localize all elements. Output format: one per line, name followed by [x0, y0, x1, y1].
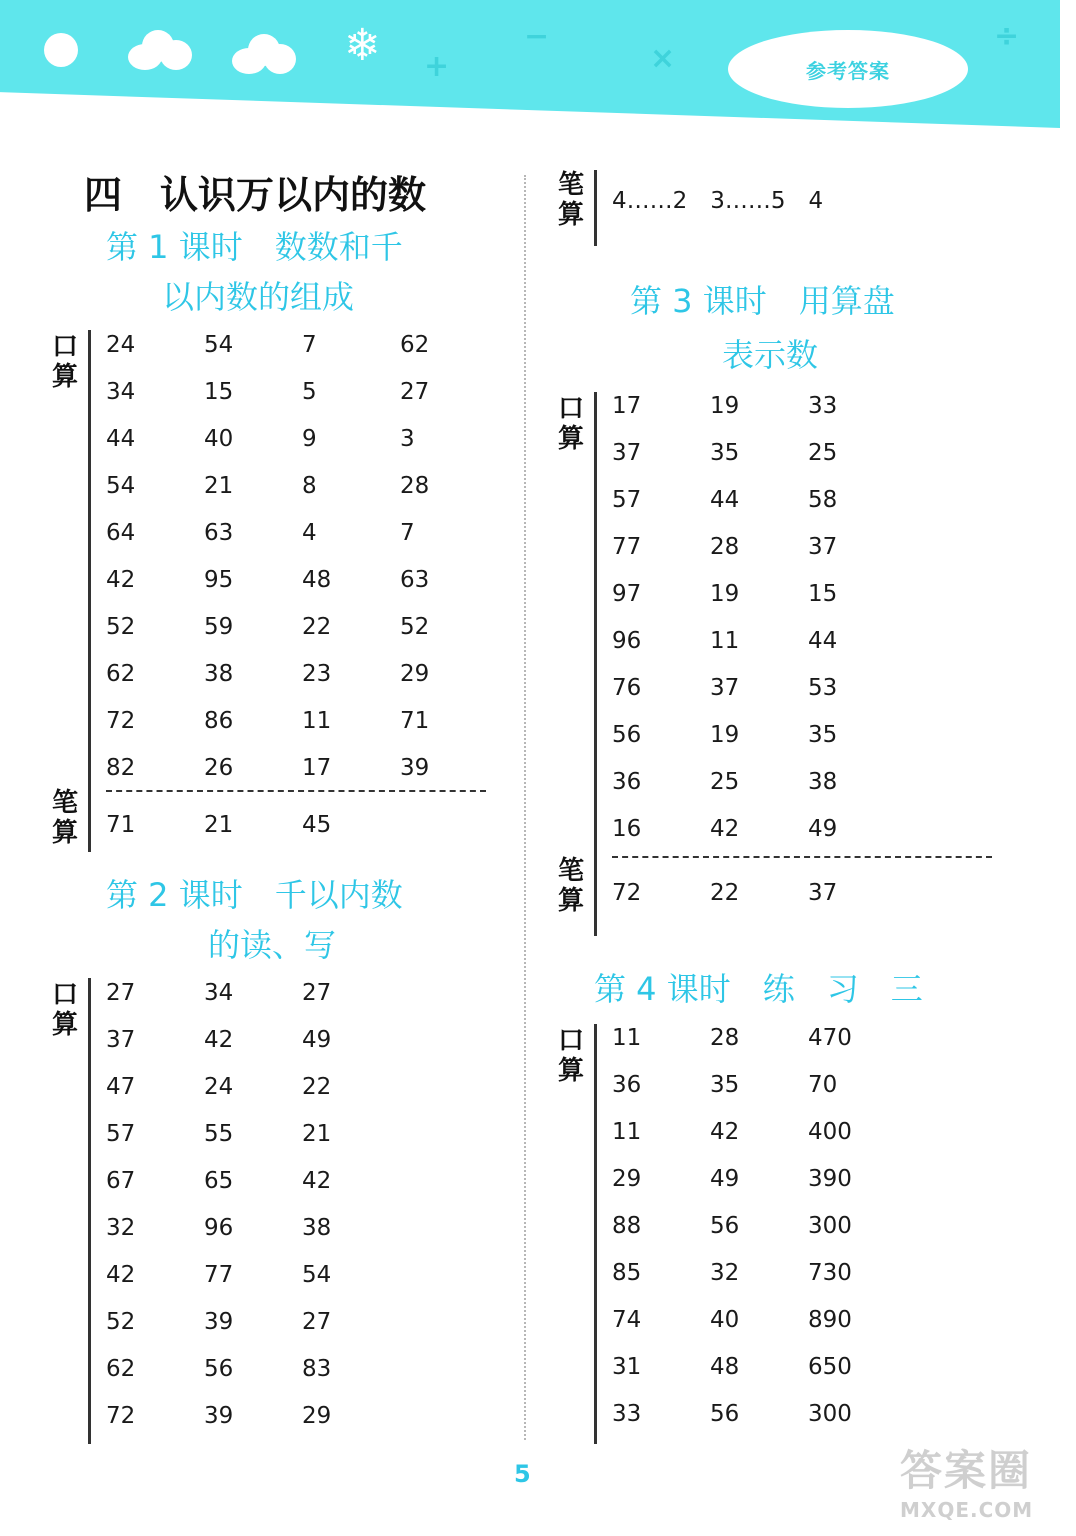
- lesson4-kousuan-cell: 56: [710, 1401, 740, 1427]
- lesson2-kousuan-row: [106, 1401, 506, 1431]
- lesson3-kousuan-cell: 56: [612, 722, 642, 748]
- lesson4-kousuan-cell: 40: [710, 1307, 740, 1333]
- lesson1-kousuan-row: [106, 659, 506, 689]
- lesson3-kousuan-cell: 53: [808, 675, 838, 701]
- lesson4-kousuan-row: [612, 1023, 1012, 1053]
- lesson4-kousuan-cell: 42: [710, 1119, 740, 1145]
- snowflake-icon: ❄: [344, 20, 381, 71]
- watermark: [900, 1438, 1068, 1530]
- lesson2-kousuan-row: [106, 1213, 506, 1243]
- lesson1-kousuan-cell: 24: [106, 332, 136, 358]
- lesson1-kousuan-row: [106, 753, 506, 783]
- lesson1-kousuan-cell: 7: [302, 332, 317, 358]
- lesson2-kousuan-cell: 67: [106, 1168, 136, 1194]
- lesson3-kousuan-row: [612, 532, 1012, 562]
- lesson3-bisuan-cell: 37: [808, 880, 838, 906]
- lesson4-kousuan-cell: 32: [710, 1260, 740, 1286]
- chapter-title: 四 认识万以内的数: [84, 173, 427, 217]
- lesson1-title-line2: 以内数的组成: [162, 278, 355, 316]
- lesson4-kousuan-cell: 650: [808, 1354, 852, 1380]
- lesson1-kousuan-cell: 4: [302, 520, 317, 546]
- lesson4-kousuan-row: [612, 1352, 1012, 1382]
- lesson3-kousuan-cell: 44: [808, 628, 838, 654]
- lesson1-kousuan-cell: 44: [106, 426, 136, 452]
- lesson3-kousuan-row: [612, 438, 1012, 468]
- lesson3-kousuan-label: 口 算: [557, 394, 584, 454]
- lesson1-kousuan-cell: 23: [302, 661, 332, 687]
- lesson1-kousuan-cell: 52: [400, 614, 430, 640]
- lesson3-kousuan-row: [612, 814, 1012, 844]
- rain-cloud-icon: [232, 32, 298, 86]
- lesson1-kousuan-cell: 54: [204, 332, 234, 358]
- lesson2-kousuan-cell: 49: [302, 1027, 332, 1053]
- minus-icon: −: [524, 19, 550, 54]
- lesson2-kousuan-cell: 55: [204, 1121, 234, 1147]
- lesson1-kousuan-cell: 54: [106, 473, 136, 499]
- lesson2-kousuan-cell: 27: [106, 980, 136, 1006]
- lesson2-kousuan-cell: 24: [204, 1074, 234, 1100]
- lesson2-kousuan-cell: 54: [302, 1262, 332, 1288]
- lesson3-kousuan-cell: 58: [808, 487, 838, 513]
- lesson4-kousuan-cell: 74: [612, 1307, 642, 1333]
- lesson2-kousuan-row: [106, 1354, 506, 1384]
- lesson2-kousuan-cell: 29: [302, 1403, 332, 1429]
- lesson1-kousuan-cell: 59: [204, 614, 234, 640]
- lesson4-kousuan-cell: 33: [612, 1401, 642, 1427]
- lesson1-kousuan-cell: 62: [400, 332, 430, 358]
- lesson4-kousuan-row: [612, 1117, 1012, 1147]
- lesson3-kousuan-cell: 33: [808, 393, 838, 419]
- lesson3-bisuan-cell: 72: [612, 880, 642, 906]
- lesson2-kousuan-cell: 39: [204, 1403, 234, 1429]
- lesson2-kousuan-cell: 21: [302, 1121, 332, 1147]
- lesson3-kousuan-cell: 11: [710, 628, 740, 654]
- lesson1-kousuan-row: [106, 565, 506, 595]
- lesson4-title: 第 4 课时 练 习 三: [594, 970, 923, 1008]
- lesson3-kousuan-cell: 76: [612, 675, 642, 701]
- lesson3-kousuan-cell: 25: [808, 440, 838, 466]
- lesson3-kousuan-row: [612, 579, 1012, 609]
- lesson2-kousuan-cell: 62: [106, 1356, 136, 1382]
- lesson3-kousuan-cell: 37: [710, 675, 740, 701]
- lesson2-kousuan-cell: 39: [204, 1309, 234, 1335]
- lesson2-kousuan-label: 口 算: [51, 980, 78, 1040]
- lesson2-kousuan-cell: 65: [204, 1168, 234, 1194]
- lesson1-kousuan-row: [106, 377, 506, 407]
- answer-badge: [728, 30, 968, 108]
- lesson2-kousuan-cell: 38: [302, 1215, 332, 1241]
- lesson2-kousuan-row: [106, 1119, 506, 1149]
- lesson1-kousuan-row: [106, 471, 506, 501]
- lesson1-kousuan-cell: 26: [204, 755, 234, 781]
- column-separator: [524, 175, 526, 1440]
- lesson1-kousuan-cell: 9: [302, 426, 317, 452]
- lesson4-kousuan-cell: 56: [710, 1213, 740, 1239]
- lesson1-kousuan-cell: 7: [400, 520, 415, 546]
- watermark-line1: 答案圈: [900, 1446, 1033, 1495]
- lesson4-kousuan-row: [612, 1258, 1012, 1288]
- lesson4-divider: [594, 1024, 597, 1444]
- lesson2-title-line2: 的读、写: [208, 926, 337, 964]
- lesson2-kousuan-cell: 57: [106, 1121, 136, 1147]
- lesson2-kousuan-cell: 42: [204, 1027, 234, 1053]
- lesson1-kousuan-cell: 64: [106, 520, 136, 546]
- cloud-icon: [128, 26, 194, 72]
- lesson3-dashed-divider: [612, 856, 992, 858]
- lesson3-bisuan-cell: 22: [710, 880, 740, 906]
- lesson4-kousuan-cell: 470: [808, 1025, 852, 1051]
- lesson1-divider: [88, 330, 91, 852]
- lesson3-kousuan-cell: 35: [808, 722, 838, 748]
- sun-icon: [44, 33, 78, 67]
- lesson1-kousuan-cell: 15: [204, 379, 234, 405]
- lesson1-kousuan-cell: 38: [204, 661, 234, 687]
- top-bisuan-answer: [612, 186, 992, 216]
- lesson2-kousuan-cell: 32: [106, 1215, 136, 1241]
- lesson2-kousuan-row: [106, 1307, 506, 1337]
- times-icon: ×: [650, 41, 676, 76]
- lesson2-kousuan-cell: 22: [302, 1074, 332, 1100]
- lesson4-kousuan-cell: 300: [808, 1401, 852, 1427]
- lesson1-kousuan-cell: 82: [106, 755, 136, 781]
- lesson1-kousuan-cell: 39: [400, 755, 430, 781]
- lesson3-kousuan-cell: 38: [808, 769, 838, 795]
- lesson4-kousuan-cell: 70: [808, 1072, 838, 1098]
- lesson1-kousuan-cell: 22: [302, 614, 332, 640]
- lesson4-kousuan-cell: 36: [612, 1072, 642, 1098]
- lesson1-bisuan-label: 笔 算: [51, 788, 78, 848]
- lesson1-kousuan-cell: 95: [204, 567, 234, 593]
- lesson2-kousuan-cell: 77: [204, 1262, 234, 1288]
- lesson1-kousuan-row: [106, 424, 506, 454]
- lesson3-kousuan-cell: 35: [710, 440, 740, 466]
- lesson3-bisuan-label: 笔 算: [557, 856, 584, 916]
- lesson1-kousuan-label: 口 算: [51, 332, 78, 392]
- lesson4-kousuan-label: 口 算: [557, 1026, 584, 1086]
- lesson4-kousuan-row: [612, 1164, 1012, 1194]
- lesson3-kousuan-row: [612, 720, 1012, 750]
- lesson4-kousuan-cell: 85: [612, 1260, 642, 1286]
- lesson3-kousuan-cell: 28: [710, 534, 740, 560]
- lesson3-kousuan-cell: 37: [612, 440, 642, 466]
- lesson3-divider: [594, 392, 597, 936]
- plus-icon: +: [424, 49, 450, 84]
- lesson1-kousuan-cell: 48: [302, 567, 332, 593]
- lesson3-kousuan-cell: 15: [808, 581, 838, 607]
- lesson2-kousuan-row: [106, 1025, 506, 1055]
- lesson2-kousuan-cell: 47: [106, 1074, 136, 1100]
- lesson1-kousuan-cell: 40: [204, 426, 234, 452]
- lesson3-title-line1: 第 3 课时 用算盘: [630, 282, 895, 320]
- lesson2-kousuan-cell: 96: [204, 1215, 234, 1241]
- badge-label: 参考答案: [806, 58, 890, 83]
- lesson1-bisuan-cell: 71: [106, 812, 136, 838]
- lesson4-kousuan-cell: 28: [710, 1025, 740, 1051]
- lesson2-kousuan-row: [106, 1260, 506, 1290]
- lesson2-kousuan-cell: 56: [204, 1356, 234, 1382]
- lesson4-kousuan-cell: 400: [808, 1119, 852, 1145]
- lesson4-kousuan-row: [612, 1305, 1012, 1335]
- lesson1-title-line1: 第 1 课时 数数和千: [106, 228, 403, 266]
- lesson1-kousuan-cell: 52: [106, 614, 136, 640]
- lesson4-kousuan-cell: 88: [612, 1213, 642, 1239]
- lesson2-kousuan-cell: 72: [106, 1403, 136, 1429]
- lesson2-title-line1: 第 2 课时 千以内数: [106, 876, 403, 914]
- lesson3-kousuan-row: [612, 485, 1012, 515]
- lesson1-dashed-divider: [106, 790, 486, 792]
- lesson1-kousuan-row: [106, 706, 506, 736]
- lesson2-kousuan-cell: 27: [302, 1309, 332, 1335]
- lesson2-kousuan-cell: 42: [302, 1168, 332, 1194]
- lesson3-kousuan-row: [612, 673, 1012, 703]
- lesson1-kousuan-cell: 63: [204, 520, 234, 546]
- lesson4-kousuan-row: [612, 1070, 1012, 1100]
- lesson3-kousuan-cell: 57: [612, 487, 642, 513]
- lesson3-kousuan-cell: 19: [710, 581, 740, 607]
- lesson4-kousuan-cell: 300: [808, 1213, 852, 1239]
- lesson4-kousuan-row: [612, 1211, 1012, 1241]
- lesson1-kousuan-cell: 5: [302, 379, 317, 405]
- lesson4-kousuan-cell: 29: [612, 1166, 642, 1192]
- lesson3-kousuan-row: [612, 767, 1012, 797]
- lesson2-kousuan-cell: 37: [106, 1027, 136, 1053]
- lesson3-bisuan-row: [612, 878, 1012, 908]
- lesson1-kousuan-cell: 71: [400, 708, 430, 734]
- lesson1-kousuan-cell: 8: [302, 473, 317, 499]
- lesson3-kousuan-cell: 97: [612, 581, 642, 607]
- lesson3-kousuan-cell: 42: [710, 816, 740, 842]
- lesson3-kousuan-cell: 25: [710, 769, 740, 795]
- top-divider: [594, 170, 597, 246]
- lesson1-kousuan-cell: 62: [106, 661, 136, 687]
- lesson1-kousuan-cell: 11: [302, 708, 332, 734]
- lesson2-kousuan-cell: 52: [106, 1309, 136, 1335]
- lesson1-kousuan-cell: 63: [400, 567, 430, 593]
- lesson3-kousuan-cell: 77: [612, 534, 642, 560]
- lesson1-bisuan-row: [106, 810, 506, 840]
- divide-icon: ÷: [994, 19, 1020, 54]
- lesson3-kousuan-cell: 19: [710, 722, 740, 748]
- lesson1-kousuan-cell: 29: [400, 661, 430, 687]
- lesson2-kousuan-cell: 42: [106, 1262, 136, 1288]
- lesson3-kousuan-cell: 19: [710, 393, 740, 419]
- page-number: 5: [514, 1460, 531, 1488]
- lesson2-divider: [88, 978, 91, 1444]
- lesson4-kousuan-cell: 11: [612, 1119, 642, 1145]
- lesson1-kousuan-cell: 86: [204, 708, 234, 734]
- lesson3-kousuan-cell: 36: [612, 769, 642, 795]
- lesson3-kousuan-cell: 16: [612, 816, 642, 842]
- lesson1-kousuan-cell: 17: [302, 755, 332, 781]
- lesson1-kousuan-cell: 21: [204, 473, 234, 499]
- lesson4-kousuan-cell: 35: [710, 1072, 740, 1098]
- lesson3-kousuan-cell: 96: [612, 628, 642, 654]
- lesson3-kousuan-row: [612, 391, 1012, 421]
- lesson2-kousuan-cell: 27: [302, 980, 332, 1006]
- lesson1-kousuan-cell: 3: [400, 426, 415, 452]
- lesson1-kousuan-cell: 34: [106, 379, 136, 405]
- lesson2-kousuan-row: [106, 1072, 506, 1102]
- lesson4-kousuan-cell: 11: [612, 1025, 642, 1051]
- lesson4-kousuan-cell: 49: [710, 1166, 740, 1192]
- lesson1-kousuan-row: [106, 518, 506, 548]
- lesson2-kousuan-cell: 34: [204, 980, 234, 1006]
- lesson4-kousuan-cell: 48: [710, 1354, 740, 1380]
- lesson1-kousuan-cell: 72: [106, 708, 136, 734]
- lesson1-bisuan-cell: 21: [204, 812, 234, 838]
- lesson1-bisuan-cell: 45: [302, 812, 332, 838]
- lesson4-kousuan-cell: 31: [612, 1354, 642, 1380]
- lesson4-kousuan-cell: 730: [808, 1260, 852, 1286]
- lesson4-kousuan-cell: 390: [808, 1166, 852, 1192]
- lesson3-kousuan-row: [612, 626, 1012, 656]
- lesson4-kousuan-cell: 890: [808, 1307, 852, 1333]
- watermark-line2: MXQE.COM: [900, 1498, 1034, 1522]
- lesson2-kousuan-cell: 83: [302, 1356, 332, 1382]
- lesson2-kousuan-row: [106, 978, 506, 1008]
- lesson3-kousuan-cell: 37: [808, 534, 838, 560]
- lesson3-kousuan-cell: 17: [612, 393, 642, 419]
- lesson2-kousuan-row: [106, 1166, 506, 1196]
- lesson1-kousuan-cell: 42: [106, 567, 136, 593]
- lesson3-kousuan-cell: 49: [808, 816, 838, 842]
- lesson1-kousuan-cell: 27: [400, 379, 430, 405]
- lesson3-title-line2: 表示数: [722, 336, 819, 374]
- top-bisuan-label: 笔 算: [557, 170, 584, 230]
- lesson1-kousuan-row: [106, 330, 506, 360]
- lesson4-kousuan-row: [612, 1399, 1012, 1429]
- top-bisuan-answer-text: 4……2 3……5 4: [612, 188, 824, 214]
- lesson1-kousuan-row: [106, 612, 506, 642]
- lesson3-kousuan-cell: 44: [710, 487, 740, 513]
- lesson1-kousuan-cell: 28: [400, 473, 430, 499]
